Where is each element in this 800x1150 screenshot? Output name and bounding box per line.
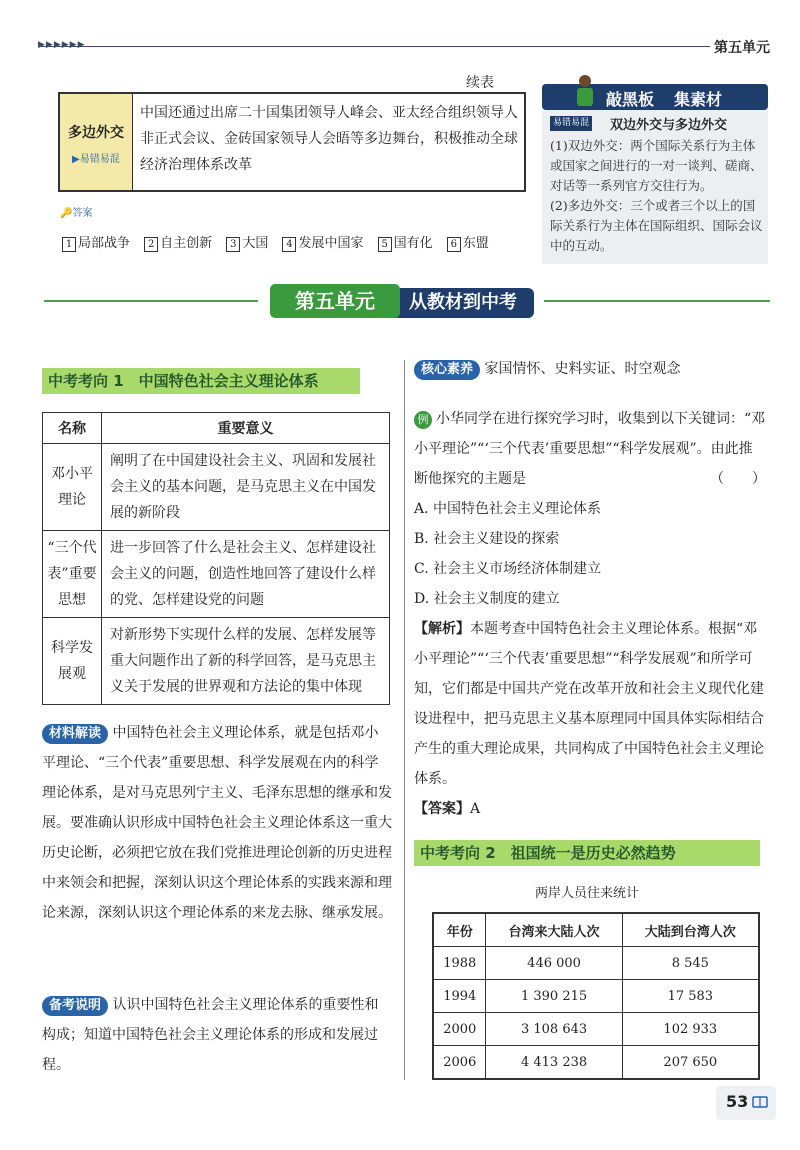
blackboard-point-1: (1)双边外交：两个国际关系行为主体或国家之间进行的一对一谈判、磋商、对话等一系列官方交往行为。 [550, 138, 763, 193]
page-number: 53 [726, 1092, 749, 1111]
option-d: D. 社会主义制度的建立 [414, 591, 560, 607]
analysis-label: 【解析】 [414, 621, 470, 637]
column-header: 年份 [433, 913, 486, 947]
prep-section [42, 990, 392, 1080]
prep-label: 备考说明 [42, 996, 108, 1016]
blackboard-title: 敲黑板 [606, 90, 655, 109]
answer-item: 1 局部战争 [62, 236, 130, 251]
answer-blank: （ ） [710, 471, 766, 487]
question-text: 小华同学在进行探究学习时，收集到以下关键词：“邓小平理论”“‘三个代表’重要思想”“科学发展观”。由此推断他探究的主题是 [414, 411, 766, 487]
column-header: 大陆到台湾人次 [622, 913, 759, 947]
header-unit: 第五单元 [714, 40, 770, 56]
continued-table [58, 92, 526, 192]
table-row [433, 1046, 759, 1080]
prep-text: 认识中国特色社会主义理论体系的重要性和构成；知道中国特色社会主义理论体系的形成和发展过程。 [42, 997, 379, 1073]
blackboard-heading: 双边外交与多边外交 [610, 118, 728, 133]
answer-item: 6 东盟 [447, 236, 489, 251]
header-arrows: ▶▶▶▶▶▶ [38, 40, 86, 50]
exam-direction-1-title: 中考考向 1 中国特色社会主义理论体系 [42, 368, 360, 394]
blackboard-text [550, 136, 766, 256]
answer-item: 5 国有化 [378, 236, 433, 251]
example-icon: 例 [414, 411, 432, 429]
theory-name: “三个代表”重要思想 [43, 531, 102, 618]
answer-item: 4 发展中国家 [282, 236, 363, 251]
material-text: 中国特色社会主义理论体系，就是包括邓小平理论、“三个代表”重要思想、科学发展观在内的科学理论体系，是对马克思列宁主义、毛泽东思想的继承和发展。要准确认识形成中国特色社会主义理论体系这一重大历史论断，必须把它放在我们党推进理论创新的历史进程中来领会和把握，深刻认识这个理论体系的实践来源和理论来源，深刻认识这个理论体系的来龙去脉、继承发展。 [42, 725, 392, 921]
material-section [42, 718, 392, 928]
analysis [414, 614, 766, 794]
analysis-text: 本题考查中国特色社会主义理论体系。根据“邓小平理论”“‘三个代表’重要思想”“科学发展观”和所学可知，它们都是中国共产党在改革开放和社会主义现代化建设进程中，把马克思主义基本原理同中国具体实际相结合产生的重大理论成果，共同构成了中国特色社会主义理论体系。 [414, 621, 764, 787]
theory-significance: 进一步回答了什么是社会主义、怎样建设社会主义的问题，创造性地回答了建设什么样的党、怎样建设党的问题 [102, 531, 390, 618]
option-a: A. 中国特色社会主义理论体系 [414, 501, 602, 517]
blackboard-badge: 易错易混 [550, 116, 592, 131]
year-cell: 1994 [433, 980, 486, 1013]
error-prone-tag: ▶易错易混 [72, 154, 120, 165]
theory-name: 邓小平理论 [43, 444, 102, 531]
theory-name: 科学发展观 [43, 618, 102, 705]
blackboard-box [542, 84, 768, 264]
table-header-row [433, 913, 759, 947]
banner-rule-left [44, 300, 258, 302]
answer-list [62, 232, 499, 252]
core-literacy [414, 358, 680, 380]
table-row [433, 1013, 759, 1046]
table-row [43, 618, 390, 705]
blackboard-point-2: (2)多边外交：三个或者三个以上的国际关系行为主体在国际组织、国际会议中的互动。 [550, 198, 763, 253]
table-header-row [43, 413, 390, 444]
material-label: 材料解读 [42, 724, 108, 744]
option-c: C. 社会主义市场经济体制建立 [414, 561, 602, 577]
year-cell: 2000 [433, 1013, 486, 1046]
continued-label: 续表 [466, 75, 494, 91]
example-question [414, 404, 766, 824]
column-header: 重要意义 [102, 413, 390, 444]
core-text: 家国情怀、史料实证、时空观念 [484, 361, 681, 377]
mainland-to-taiwan-cell: 17 583 [622, 980, 759, 1013]
year-cell: 1988 [433, 947, 486, 980]
blackboard-subtitle: 集素材 [674, 90, 723, 109]
stats-table [432, 912, 760, 1080]
mainland-to-taiwan-cell: 207 650 [622, 1046, 759, 1080]
mainland-to-taiwan-cell: 8 545 [622, 947, 759, 980]
answer-item: 2 自主创新 [144, 236, 212, 251]
answer-value: A [470, 801, 481, 817]
answer-label: 答案 [72, 208, 93, 219]
column-header: 台湾来大陆人次 [486, 913, 622, 947]
taiwan-to-mainland-cell: 4 413 238 [486, 1046, 622, 1080]
year-cell: 2006 [433, 1046, 486, 1080]
taiwan-to-mainland-cell: 1 390 215 [486, 980, 622, 1013]
exam-direction-2-title: 中考考向 2 祖国统一是历史必然趋势 [414, 840, 760, 866]
mainland-to-taiwan-cell: 102 933 [622, 1013, 759, 1046]
continued-name: 多边外交 [68, 125, 124, 141]
question-stem [414, 404, 766, 494]
answer-label: 【答案】 [414, 801, 470, 817]
column-divider [404, 360, 405, 1080]
header-rule [40, 46, 710, 47]
column-header: 名称 [43, 413, 102, 444]
unit-banner-title: 第五单元 [270, 284, 400, 318]
stats-table-title: 两岸人员往来统计 [534, 886, 639, 901]
teacher-icon [572, 74, 598, 108]
banner-rule-right [544, 300, 770, 302]
unit-banner-subtitle: 从教材到中考 [392, 288, 534, 318]
core-label: 核心素养 [414, 360, 480, 380]
answer-key-icon: 🔑答案 [60, 208, 93, 219]
table-row [433, 980, 759, 1013]
table-row [43, 531, 390, 618]
book-icon [752, 1095, 768, 1109]
table-row [433, 947, 759, 980]
theory-significance: 对新形势下实现什么样的发展、怎样发展等重大问题作出了新的科学回答，是马克思主义关于发展的世界观和方法论的集中体现 [102, 618, 390, 705]
answer [414, 794, 766, 824]
theory-significance: 阐明了在中国建设社会主义、巩固和发展社会主义的基本问题，是马克思主义在中国发展的新阶段 [102, 444, 390, 531]
continued-text: 中国还通过出席二十国集团领导人峰会、亚太经合组织领导人非正式会议、金砖国家领导人会晤等多边舞台，积极推动全球经济治理体系改革 [140, 105, 518, 173]
taiwan-to-mainland-cell: 446 000 [486, 947, 622, 980]
theory-table [42, 412, 390, 705]
answer-item: 3 大国 [226, 236, 268, 251]
taiwan-to-mainland-cell: 3 108 643 [486, 1013, 622, 1046]
table-row [43, 444, 390, 531]
continued-head-cell [60, 94, 133, 190]
option-b: B. 社会主义建设的探索 [414, 531, 560, 547]
